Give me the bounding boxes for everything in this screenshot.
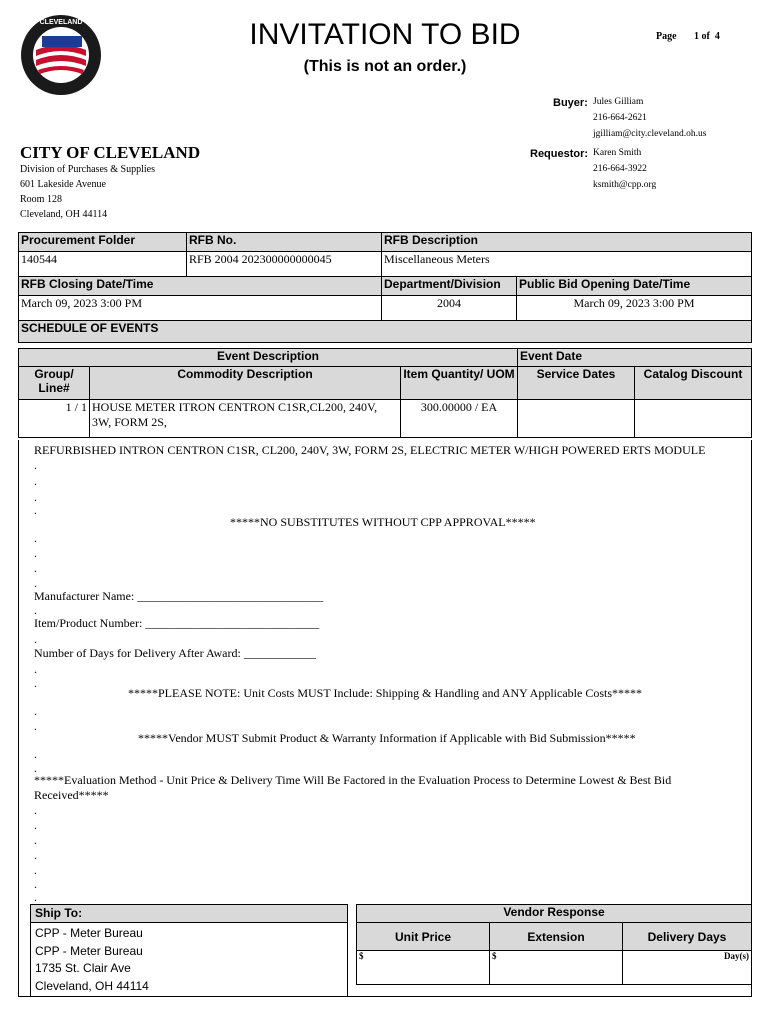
page-of: of (701, 31, 710, 42)
commodity-value: HOUSE METER ITRON CENTRON C1SR,CL200, 240V, 3W, FORM 2S, (90, 400, 401, 438)
opening-date-value: March 09, 2023 3:00 PM (517, 296, 752, 321)
extension-header: Extension (490, 923, 623, 951)
unit-price-field[interactable] (357, 951, 490, 985)
dot-21: . (34, 863, 37, 877)
buyer-name: Jules Gilliam (593, 97, 644, 107)
buyer-email: jgilliam@city.cleveland.oh.us (593, 129, 707, 139)
manufacturer-line: Manufacturer Name: _______________________________ (34, 589, 324, 603)
closing-date-value: March 09, 2023 3:00 PM (19, 296, 382, 321)
org-city: Cleveland, OH 44114 (20, 209, 108, 220)
event-table (18, 348, 752, 438)
requestor-label: Requestor: (530, 148, 589, 160)
requestor-name: Karen Smith (593, 148, 642, 158)
requestor-email: ksmith@cpp.org (593, 180, 657, 190)
org-name: CITY OF CLEVELAND (20, 143, 201, 162)
dot-14: . (34, 719, 37, 733)
procurement-folder-value: 140544 (19, 252, 187, 277)
item-description: REFURBISHED INTRON CENTRON C1SR, CL200, 240V, 3W, FORM 2S, ELECTRIC METER W/HIGH POWERED ERTS MODULE (34, 443, 706, 457)
extension-field[interactable] (490, 951, 623, 985)
ship-to-header: Ship To: (31, 905, 347, 923)
dot-15: . (34, 747, 37, 761)
extension-dollar: $ (492, 951, 497, 961)
service-dates-value (518, 400, 635, 438)
org-street: 601 Lakeside Avenue (20, 179, 106, 190)
dot-19: . (34, 833, 37, 847)
warranty-note: *****Vendor MUST Submit Product & Warranty Information if Applicable with Bid Submission***** (138, 731, 636, 745)
vendor-response-table (356, 904, 752, 985)
quantity-value: 300.00000 / EA (401, 400, 518, 438)
service-dates-header: Service Dates (518, 367, 635, 400)
event-date-header: Event Date (518, 349, 752, 367)
page-label: Page (656, 31, 677, 42)
quantity-header: Item Quantity/ UOM (401, 367, 518, 400)
unit-costs-note: *****PLEASE NOTE: Unit Costs MUST Include: Shipping & Handling and ANY Applicable Costs***** (128, 686, 642, 700)
commodity-header: Commodity Description (90, 367, 401, 400)
dot-20: . (34, 848, 37, 862)
dot-3: . (34, 490, 37, 504)
ship-to-address (31, 923, 347, 997)
rfb-no-value: RFB 2004 202300000000045 (187, 252, 382, 277)
dot-17: . (34, 803, 37, 817)
rfb-no-header: RFB No. (187, 233, 382, 252)
unit-price-dollar: $ (359, 951, 364, 961)
buyer-details (593, 94, 706, 142)
schedule-header: SCHEDULE OF EVENTS (19, 321, 752, 343)
vendor-response-header: Vendor Response (357, 905, 752, 923)
department-header: Department/Division (382, 277, 517, 296)
closing-date-header: RFB Closing Date/Time (19, 277, 382, 296)
dot-5: . (34, 531, 37, 545)
org-division: Division of Purchases & Supplies (20, 164, 155, 175)
page-subtitle: (This is not an order.) (303, 58, 467, 75)
dot-16: . (34, 761, 37, 775)
group-line-header: Group/ Line# (19, 367, 90, 400)
catalog-discount-value (635, 400, 752, 438)
rfb-description-header: RFB Description (382, 233, 752, 252)
dot-9: . (34, 603, 37, 617)
ship-to-line4: Cleveland, OH 44114 (35, 978, 149, 993)
page-number: 1 (694, 31, 700, 42)
dot-22: . (34, 877, 37, 891)
buyer-label: Buyer: (553, 97, 588, 109)
delivery-days-field[interactable] (623, 951, 752, 985)
svg-text:CLEVELAND: CLEVELAND (39, 19, 83, 26)
dot-10: . (34, 632, 37, 646)
dot-18: . (34, 818, 37, 832)
page-indicator (656, 31, 720, 42)
event-description-header: Event Description (19, 349, 518, 367)
org-room: Room 128 (20, 194, 62, 205)
no-substitutes-note: *****NO SUBSTITUTES WITHOUT CPP APPROVAL***** (230, 515, 536, 529)
page-title: INVITATION TO BID (249, 18, 521, 51)
procurement-folder-header: Procurement Folder (19, 233, 187, 252)
dot-6: . (34, 546, 37, 560)
delivery-days-unit: Day(s) (724, 951, 749, 961)
ship-to-box (30, 904, 348, 997)
delivery-days-header: Delivery Days (623, 923, 752, 951)
dot-13: . (34, 704, 37, 718)
dot-12: . (34, 676, 37, 690)
ship-to-line3: 1735 St. Clair Ave (35, 961, 131, 975)
page-total: 4 (714, 31, 720, 42)
dot-2: . (34, 474, 37, 488)
dot-1: . (34, 458, 37, 472)
rfb-info-table (18, 232, 752, 343)
dot-8: . (34, 576, 37, 590)
opening-date-header: Public Bid Opening Date/Time (517, 277, 752, 296)
evaluation-note-line2: Received***** (34, 788, 109, 802)
dot-7: . (34, 561, 37, 575)
requestor-phone: 216-664-3922 (593, 164, 647, 174)
dot-4: . (34, 503, 37, 517)
unit-price-header: Unit Price (357, 923, 490, 951)
dot-11: . (34, 662, 37, 676)
requestor-details (593, 145, 656, 193)
catalog-discount-header: Catalog Discount (635, 367, 752, 400)
group-line-value: 1 / 1 (19, 400, 90, 438)
ship-to-line2: CPP - Meter Bureau (35, 943, 143, 958)
ship-to-line1: CPP - Meter Bureau (35, 926, 143, 940)
item-number-line: Item/Product Number: _____________________________ (34, 616, 320, 630)
evaluation-note-line1: *****Evaluation Method - Unit Price & Delivery Time Will Be Factored in the Evaluation Process to Determine Lowest & Best Bid (34, 773, 672, 787)
department-value: 2004 (382, 296, 517, 321)
delivery-days-line: Number of Days for Delivery After Award: ____________ (34, 646, 316, 660)
org-address (20, 162, 155, 222)
buyer-phone: 216-664-2621 (593, 113, 647, 123)
dot-23: . (34, 890, 37, 904)
rfb-description-value: Miscellaneous Meters (382, 252, 752, 277)
